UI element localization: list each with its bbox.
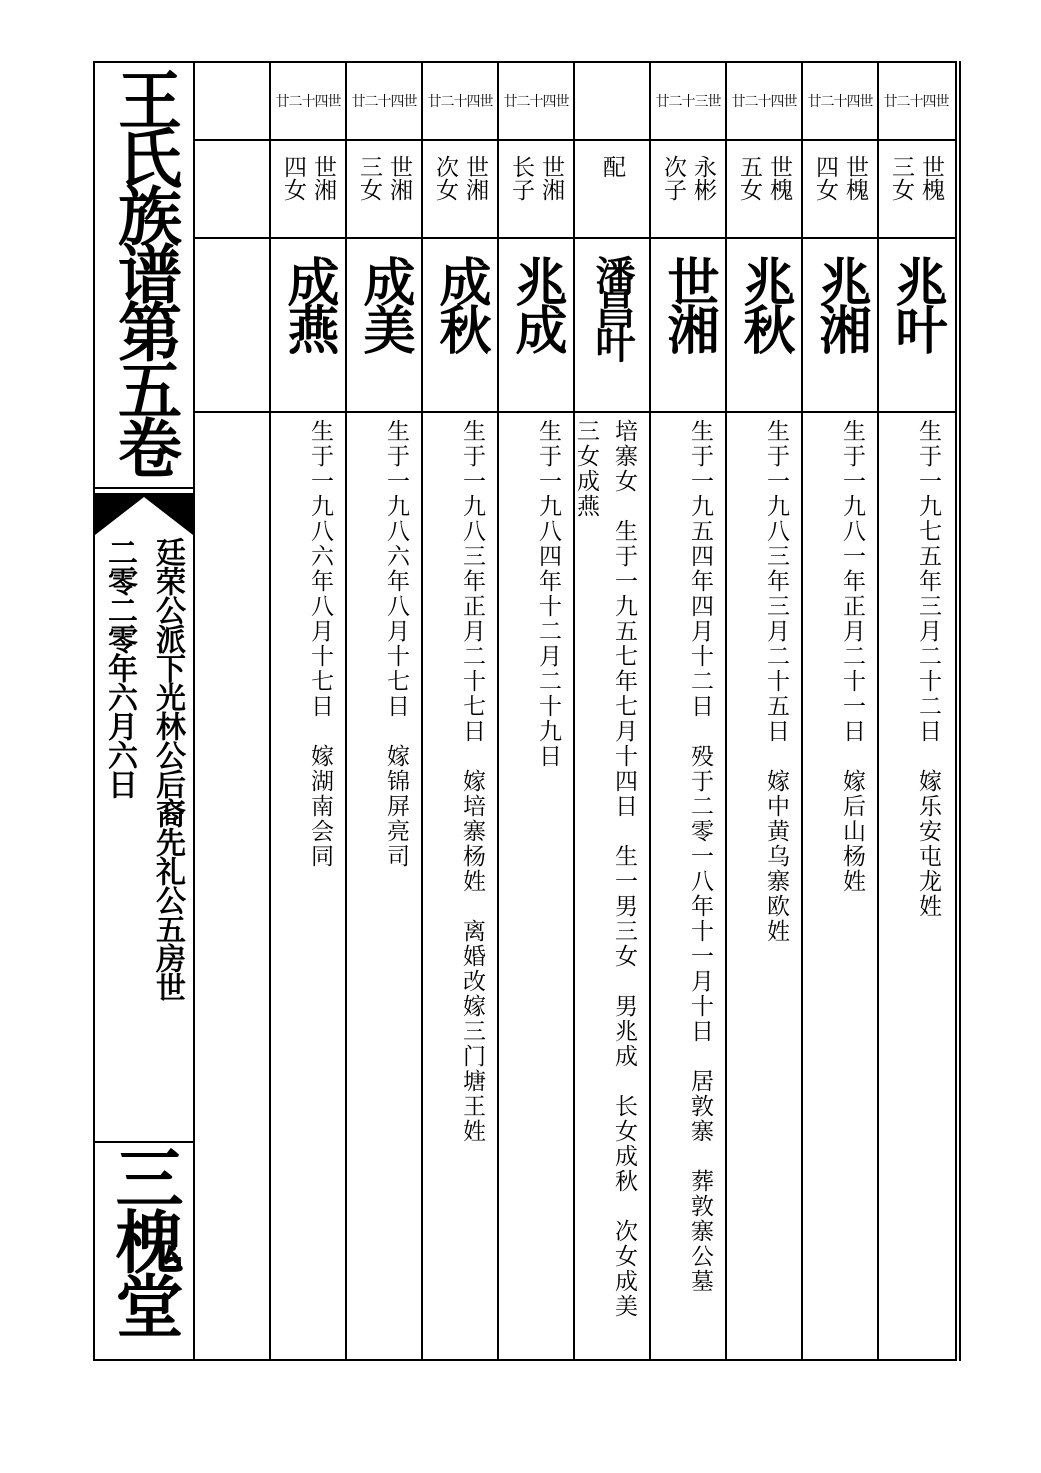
book-title-box bbox=[95, 63, 193, 487]
person-column bbox=[879, 63, 953, 1359]
hall-name: 三槐堂 bbox=[104, 1143, 184, 1335]
relation-text: 世湘次女 bbox=[432, 155, 488, 201]
bio-text: 生于一九八六年八月十七日 嫁湖南会同 bbox=[307, 419, 333, 869]
name-cell bbox=[879, 239, 953, 411]
relation-text: 世湘三女 bbox=[356, 155, 412, 201]
bio-cell bbox=[879, 415, 953, 1355]
person-column bbox=[575, 63, 649, 1359]
spine-divider bbox=[95, 487, 193, 489]
bio-cell bbox=[727, 415, 801, 1355]
person-name: 兆湘 bbox=[810, 255, 871, 351]
bio-cell bbox=[803, 415, 877, 1355]
person-column bbox=[727, 63, 801, 1359]
person-name: 成燕 bbox=[278, 255, 339, 351]
generation-label: 廿二十四世 bbox=[807, 94, 873, 110]
person-column bbox=[651, 63, 725, 1359]
generation-label: 廿二十四世 bbox=[351, 94, 417, 110]
generation-label: 廿二十三世 bbox=[655, 94, 721, 110]
name-cell bbox=[271, 239, 345, 411]
bio-text: 生于一九八六年八月十七日 嫁锦屏亮司 bbox=[383, 419, 409, 869]
bio-text: 生于一九五四年四月十二日 殁于二零一八年十一月十日 居敦寨 葬敦寨公墓 bbox=[687, 419, 713, 1294]
generation-label: 廿二十四世 bbox=[731, 94, 797, 110]
relation-cell bbox=[727, 141, 801, 237]
person-column bbox=[347, 63, 421, 1359]
bio-text: 培寨女 生于一九五七年七月十四日 生一男三女 男兆成 长女成秋 次女成美 三女成燕 bbox=[573, 419, 637, 1344]
person-name: 兆叶 bbox=[886, 255, 947, 351]
bio-cell bbox=[499, 415, 573, 1355]
spine bbox=[95, 63, 195, 1359]
generation-label: 廿二十四世 bbox=[503, 94, 569, 110]
bio-cell bbox=[347, 415, 421, 1355]
branch-lineage: 廷荣公派下光林公后裔先礼公五房世 bbox=[150, 537, 185, 1001]
relation-cell bbox=[423, 141, 497, 237]
book-title: 王氏族谱第五卷 bbox=[107, 67, 182, 473]
person-column bbox=[423, 63, 497, 1359]
generation-label: 廿二十四世 bbox=[427, 94, 493, 110]
bio-text: 生于一九七五年三月二十二日 嫁乐安屯龙姓 bbox=[915, 419, 941, 919]
hall-name-box bbox=[95, 1143, 193, 1359]
outer-border-line bbox=[959, 61, 961, 1361]
person-column bbox=[499, 63, 573, 1359]
relation-cell bbox=[271, 141, 345, 237]
bio-text: 生于一九八四年十二月二十九日 bbox=[535, 419, 561, 769]
bio-text: 生于一九八三年三月二十五日 嫁中黄乌寨欧姓 bbox=[763, 419, 789, 944]
relation-cell bbox=[651, 141, 725, 237]
generation-label: 廿二十四世 bbox=[275, 94, 341, 110]
person-name: 成美 bbox=[354, 255, 415, 351]
person-name: 兆秋 bbox=[734, 255, 795, 351]
generation-label: 廿二十四世 bbox=[883, 94, 949, 110]
person-column bbox=[803, 63, 877, 1359]
relation-text: 世槐三女 bbox=[888, 155, 944, 201]
name-cell bbox=[575, 239, 649, 411]
relation-text: 世湘四女 bbox=[280, 155, 336, 201]
relation-cell bbox=[879, 141, 953, 237]
bio-cell bbox=[575, 415, 649, 1355]
name-cell bbox=[727, 239, 801, 411]
relation-cell bbox=[499, 141, 573, 237]
person-name: 成秋 bbox=[430, 255, 491, 351]
person-column bbox=[271, 63, 345, 1359]
genealogy-table bbox=[195, 63, 955, 1359]
person-name: 潘昌叶 bbox=[589, 255, 636, 357]
relation-cell bbox=[575, 141, 649, 237]
generation-label bbox=[575, 63, 649, 139]
genealogy-page bbox=[93, 61, 957, 1361]
empty-column bbox=[195, 63, 269, 1359]
name-cell bbox=[499, 239, 573, 411]
name-cell bbox=[803, 239, 877, 411]
name-cell bbox=[423, 239, 497, 411]
bio-text: 生于一九八一年正月二十一日 嫁后山杨姓 bbox=[839, 419, 865, 894]
relation-text: 世槐五女 bbox=[736, 155, 792, 201]
person-name: 兆成 bbox=[506, 255, 567, 351]
bio-cell bbox=[423, 415, 497, 1355]
relation-cell bbox=[347, 141, 421, 237]
compile-date: 二零二零年六月六日 bbox=[102, 537, 137, 798]
relation-cell bbox=[803, 141, 877, 237]
relation-text: 世槐四女 bbox=[812, 155, 868, 201]
person-name: 世湘 bbox=[658, 255, 719, 351]
bio-cell bbox=[651, 415, 725, 1355]
bio-cell bbox=[271, 415, 345, 1355]
fishtail-ornament bbox=[95, 495, 193, 535]
relation-text: 配 bbox=[599, 155, 625, 178]
name-cell bbox=[651, 239, 725, 411]
relation-text: 永彬次子 bbox=[660, 155, 716, 201]
name-cell bbox=[347, 239, 421, 411]
relation-text: 世湘长子 bbox=[508, 155, 564, 201]
bio-text: 生于一九八三年正月二十七日 嫁培寨杨姓 离婚改嫁三门塘王姓 bbox=[459, 419, 485, 1144]
